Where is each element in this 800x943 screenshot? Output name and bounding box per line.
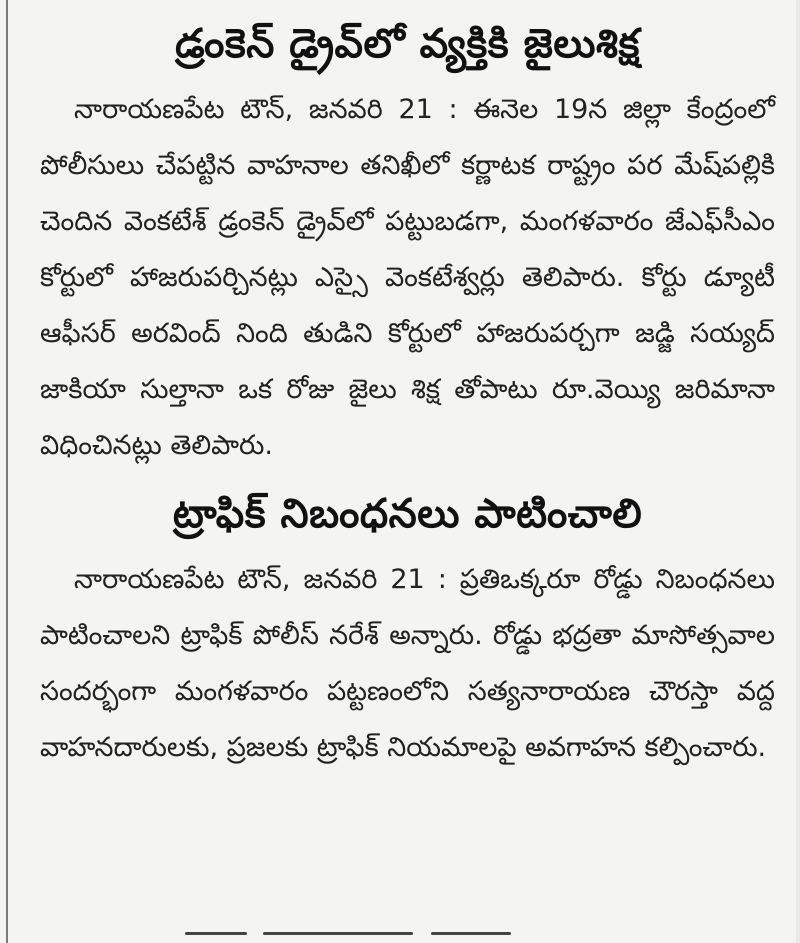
article-column	[40, 16, 775, 776]
article-body: నారాయణపేట టౌన్, జనవరి 21 : ఈనెల 19న జిల్లా కేంద్రంలో పోలీసులు చేపట్టిన వాహనాల తనిఖీలో కర్ణాటక రాష్ట్రం పర మేష్‌పల్లికి చెందిన వెంకటేశ్ డ్రంకెన్ డ్రైవ్‌లో పట్టుబడగా, మంగళవారం జేఎఫ్‌సీఎం కోర్టులో హాజరుపర్చినట్లు ఎస్సై వెంకటేశ్వర్లు తెలిపారు. కోర్టు డ్యూటీ ఆఫీసర్ అరవింద్ నింది తుడిని కోర్టులో హాజరుపర్చగా జడ్జి సయ్యద్ జాకియా సుల్తానా ఒక రోజు జైలు శిక్ష తోపాటు రూ.వెయ్యి జరిమానా విధించినట్లు తెలిపారు.	[40, 94, 775, 461]
cropped-text-fragment	[185, 932, 247, 935]
page-edge	[796, 0, 800, 943]
cropped-next-headline	[185, 922, 515, 943]
article-traffic-rules	[40, 486, 775, 776]
column-divider	[6, 0, 8, 943]
article-headline: డ్రంకెన్ డ్రైవ్‌లో వ్యక్తికి జైలుశిక్ష	[175, 21, 640, 67]
cropped-text-fragment	[431, 932, 511, 935]
article-body: నారాయణపేట టౌన్, జనవరి 21 : ప్రతిఒక్కరూ రోడ్డు నిబంధనలు పాటించాలని ట్రాఫిక్ పోలీస్ నరేశ్ అన్నారు. రోడ్డు భద్రతా మాసోత్సవాల సందర్భంగా మంగళవారం పట్టణంలోని సత్యనారాయణ చౌరస్తా వద్ద వాహనదారులకు, ప్రజలకు ట్రాఫిక్ నియమాలపై అవగాహన కల్పించారు.	[40, 564, 775, 763]
article-headline: ట్రాఫిక్ నిబంధనలు పాటించాలి	[172, 491, 643, 537]
cropped-text-fragment	[263, 932, 413, 935]
article-drunken-drive	[40, 16, 775, 474]
